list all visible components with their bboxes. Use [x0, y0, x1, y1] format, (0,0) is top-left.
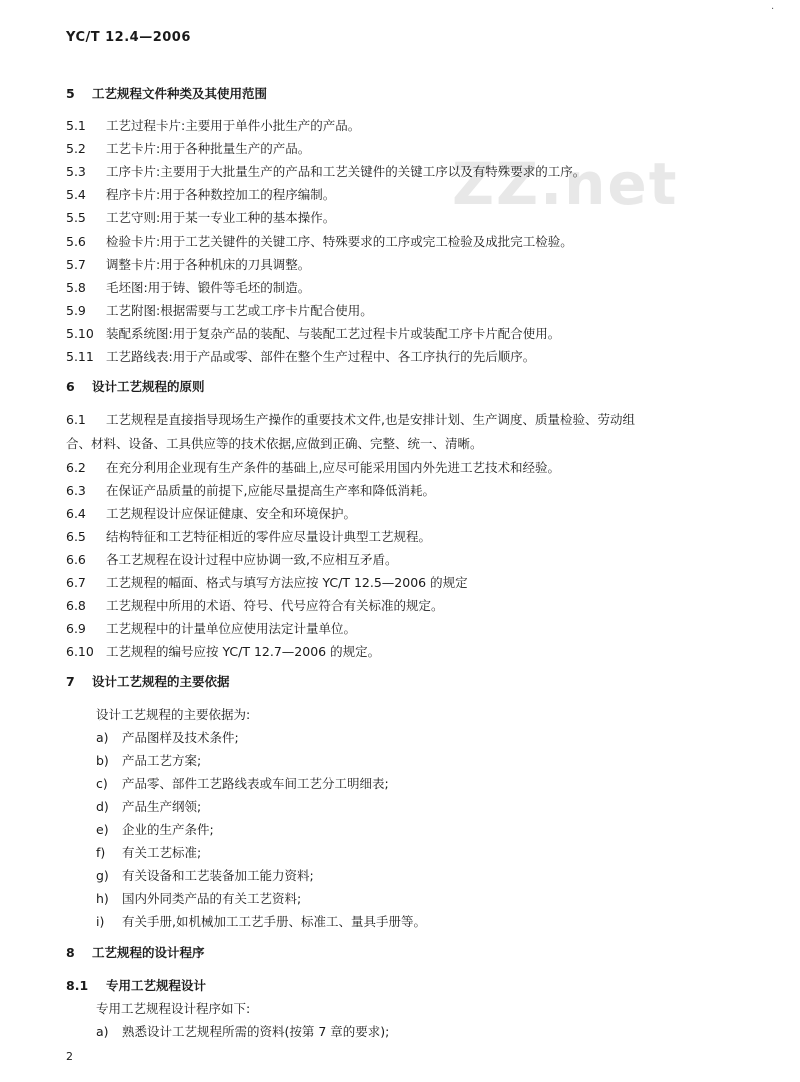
section-8-intro: 专用工艺规程设计程序如下:: [96, 1001, 251, 1016]
list-marker: e): [96, 822, 109, 837]
clause-number: 5.10: [66, 326, 94, 341]
clause-number: 5.5: [66, 210, 86, 225]
clause-number: 6.4: [66, 506, 86, 521]
clause-6-6: [66, 550, 397, 568]
list-item-g: [96, 866, 314, 884]
list-item-f: [96, 843, 201, 861]
clause-6-3: [66, 481, 435, 499]
clause-5-5: [66, 208, 335, 226]
list-text: 有关工艺标准;: [122, 845, 202, 860]
clause-number: 5.4: [66, 187, 86, 202]
clause-number: 5.7: [66, 257, 86, 272]
section-number: 6: [66, 379, 75, 394]
corner-mark: ·: [771, 4, 775, 15]
list-text: 产品零、部件工艺路线表或车间工艺分工明细表;: [122, 776, 389, 791]
list-marker: c): [96, 776, 108, 791]
section-8-heading: [66, 943, 205, 961]
clause-6-1-line-1: [66, 410, 635, 428]
clause-number: 5.1: [66, 118, 86, 133]
clause-6-4: [66, 504, 356, 522]
subsection-number: 8.1: [66, 978, 89, 993]
list-marker: i): [96, 914, 105, 929]
section-title: 工艺规程文件种类及其使用范围: [92, 86, 268, 101]
list-marker: b): [96, 753, 109, 768]
list-marker: g): [96, 868, 109, 883]
clause-text: 工艺规程中所用的术语、符号、代号应符合有关标准的规定。: [106, 598, 444, 613]
section-number: 7: [66, 674, 75, 689]
clause-5-11: [66, 347, 535, 365]
clause-text: 工艺规程中的计量单位应使用法定计量单位。: [106, 621, 357, 636]
clause-number: 6.6: [66, 552, 86, 567]
page-number: 2: [66, 1050, 73, 1063]
list-text: 熟悉设计工艺规程所需的资料(按第 7 章的要求);: [122, 1024, 390, 1039]
section-title: 工艺规程的设计程序: [92, 945, 205, 960]
section-7-intro: 设计工艺规程的主要依据为:: [96, 707, 251, 722]
section-number: 5: [66, 86, 75, 101]
list-text: 产品工艺方案;: [122, 753, 202, 768]
clause-number: 5.9: [66, 303, 86, 318]
clause-text: 工艺规程设计应保证健康、安全和环境保护。: [106, 506, 357, 521]
list-item-e: [96, 820, 214, 838]
clause-6-1-line-2: 合、材料、设备、工具供应等的技术依据,应做到正确、完整、统一、清晰。: [66, 436, 483, 451]
clause-text: 调整卡片:用于各种机床的刀具调整。: [106, 257, 311, 272]
clause-text: 各工艺规程在设计过程中应协调一致,不应相互矛盾。: [106, 552, 398, 567]
clause-6-7: [66, 573, 468, 591]
list-text: 产品图样及技术条件;: [122, 730, 239, 745]
list-marker: d): [96, 799, 109, 814]
clause-5-6: [66, 232, 573, 250]
clause-6-5: [66, 527, 431, 545]
clause-5-1: [66, 116, 360, 134]
list-item-a: [96, 728, 239, 746]
clause-number: 6.7: [66, 575, 86, 590]
clause-number: 6.1: [66, 412, 86, 427]
list-marker: a): [96, 730, 109, 745]
clause-text: 工艺卡片:用于各种批量生产的产品。: [106, 141, 311, 156]
clause-6-2: [66, 458, 560, 476]
subsection-8-1-heading: [66, 976, 206, 994]
clause-text: 工艺规程的编号应按 YC/T 12.7—2006 的规定。: [106, 644, 381, 659]
clause-5-7: [66, 255, 310, 273]
clause-text: 检验卡片:用于工艺关键件的关键工序、特殊要求的工序或完工检验及成批完工检验。: [106, 234, 573, 249]
clause-text: 工序卡片:主要用于大批量生产的产品和工艺关键件的关键工序以及有特殊要求的工序。: [106, 164, 586, 179]
list-text: 有关设备和工艺装备加工能力资料;: [122, 868, 314, 883]
clause-text: 工艺路线表:用于产品或零、部件在整个生产过程中、各工序执行的先后顺序。: [106, 349, 536, 364]
clause-6-10: [66, 642, 380, 660]
section-title: 设计工艺规程的原则: [92, 379, 205, 394]
clause-number: 6.8: [66, 598, 86, 613]
clause-number: 5.8: [66, 280, 86, 295]
clause-number: 5.3: [66, 164, 86, 179]
clause-text: 装配系统图:用于复杂产品的装配、与装配工艺过程卡片或装配工序卡片配合使用。: [106, 326, 561, 341]
list-text: 有关手册,如机械加工工艺手册、标准工、量具手册等。: [122, 914, 426, 929]
clause-6-9: [66, 619, 356, 637]
list-item-h: [96, 889, 301, 907]
standard-code: YC/T 12.4—2006: [66, 30, 191, 45]
section-5-heading: [66, 84, 267, 102]
clause-text: 工艺附图:根据需要与工艺或工序卡片配合使用。: [106, 303, 373, 318]
clause-number: 5.2: [66, 141, 86, 156]
clause-number: 6.10: [66, 644, 94, 659]
subsection-title: 专用工艺规程设计: [106, 978, 207, 993]
clause-text: 在保证产品质量的前提下,应能尽量提高生产率和降低消耗。: [106, 483, 435, 498]
clause-5-3: [66, 162, 585, 180]
clause-text: 程序卡片:用于各种数控加工的程序编制。: [106, 187, 336, 202]
clause-number: 6.9: [66, 621, 86, 636]
list-item-b: [96, 751, 201, 769]
list-marker: f): [96, 845, 106, 860]
section-number: 8: [66, 945, 75, 960]
list-text: 产品生产纲领;: [122, 799, 202, 814]
clause-text: 在充分利用企业现有生产条件的基础上,应尽可能采用国内外先进工艺技术和经验。: [106, 460, 560, 475]
list-text: 国内外同类产品的有关工艺资料;: [122, 891, 302, 906]
clause-text: 工艺规程的幅面、格式与填写方法应按 YC/T 12.5—2006 的规定: [106, 575, 468, 590]
clause-number: 6.5: [66, 529, 86, 544]
list-item-d: [96, 797, 201, 815]
clause-5-8: [66, 278, 310, 296]
clause-6-8: [66, 596, 444, 614]
clause-5-9: [66, 301, 373, 319]
list-item-c: [96, 774, 389, 792]
list-item-i: [96, 912, 426, 930]
clause-number: 6.3: [66, 483, 86, 498]
clause-text: 毛坯图:用于铸、锻件等毛坯的制造。: [106, 280, 311, 295]
clause-5-2: [66, 139, 310, 157]
list-marker: a): [96, 1024, 109, 1039]
clause-text: 结构特征和工艺特征相近的零件应尽量设计典型工艺规程。: [106, 529, 432, 544]
section-title: 设计工艺规程的主要依据: [92, 674, 230, 689]
section-7-heading: [66, 672, 230, 690]
list-marker: h): [96, 891, 109, 906]
clause-5-10: [66, 324, 560, 342]
section-6-heading: [66, 377, 205, 395]
clause-text: 工艺过程卡片:主要用于单件小批生产的产品。: [106, 118, 361, 133]
clause-text: 工艺规程是直接指导现场生产操作的重要技术文件,也是安排计划、生产调度、质量检验、劳动组: [106, 412, 635, 427]
list-item-a: [96, 1022, 389, 1040]
clause-number: 5.6: [66, 234, 86, 249]
clause-number: 5.11: [66, 349, 94, 364]
clause-5-4: [66, 185, 335, 203]
list-text: 企业的生产条件;: [122, 822, 214, 837]
watermark: ZZ.net: [452, 150, 679, 218]
clause-text: 工艺守则:用于某一专业工种的基本操作。: [106, 210, 336, 225]
clause-number: 6.2: [66, 460, 86, 475]
